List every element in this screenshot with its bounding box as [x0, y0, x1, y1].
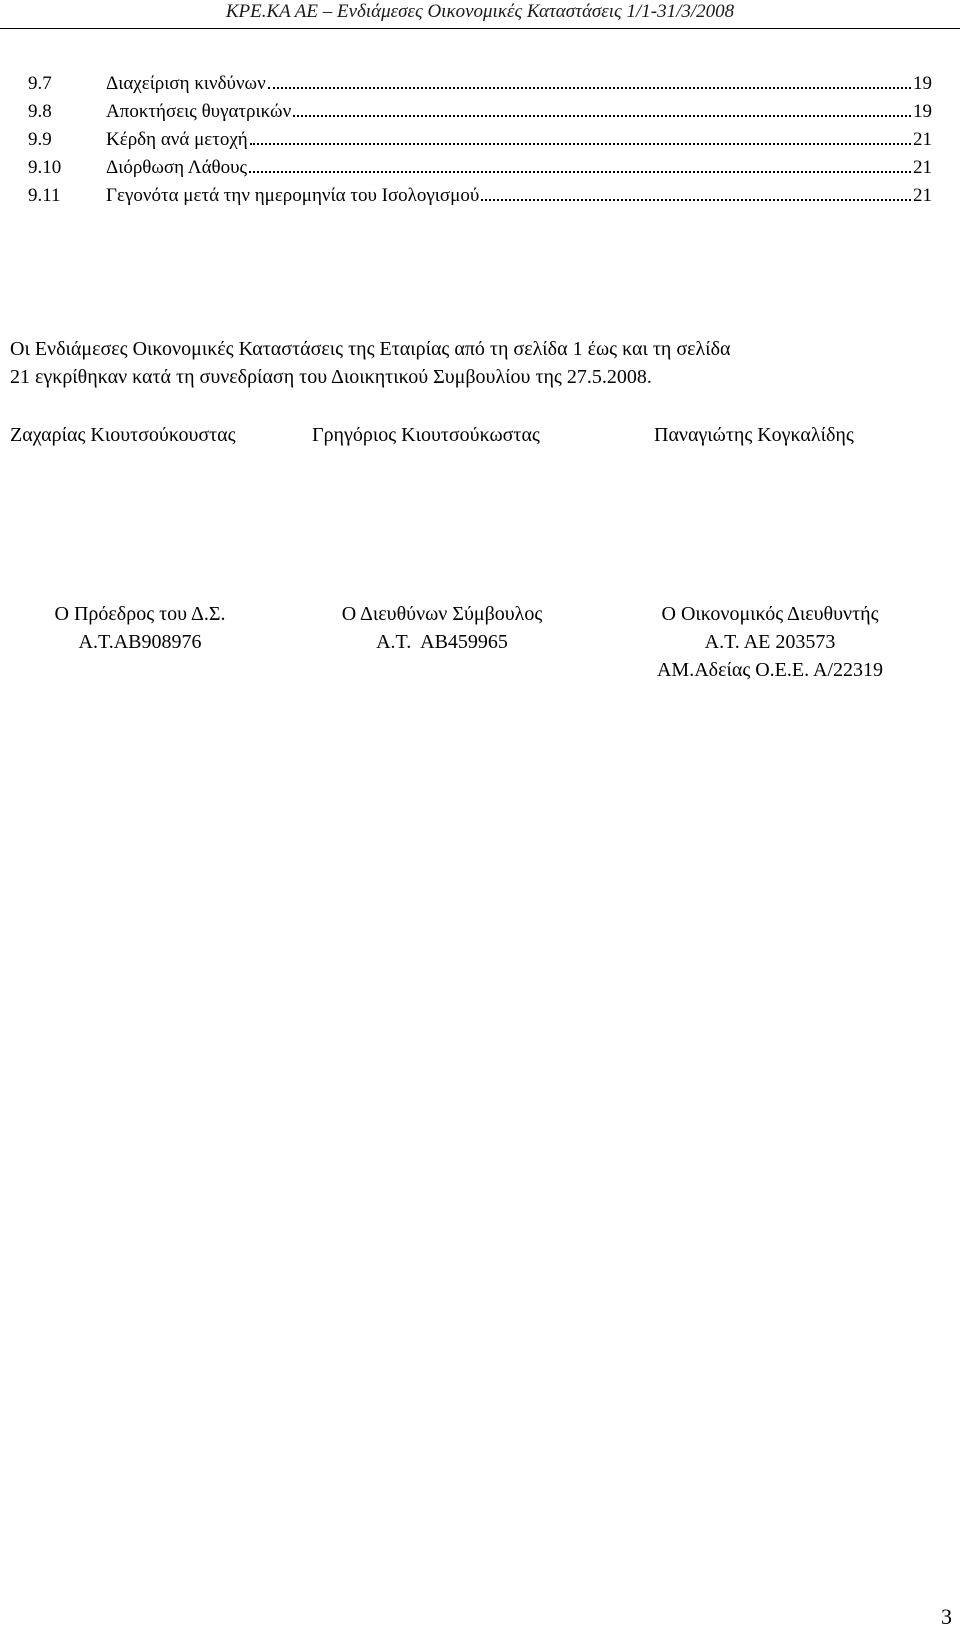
toc-entry[interactable] — [28, 154, 932, 182]
toc-dot-leader — [249, 171, 911, 173]
toc-entry-page: 19 — [913, 73, 932, 94]
approval-line-2: 21 εγκρίθηκαν κατά τη συνεδρίαση του Διοικητικού Συμβουλίου της 27.5.2008. — [10, 366, 652, 388]
running-header — [0, 0, 960, 29]
signature-ceo — [296, 600, 588, 656]
page-number: 3 — [941, 1604, 952, 1629]
toc-dot-leader — [268, 87, 911, 89]
signatory-role: Ο Διευθύνων Σύμβουλος — [341, 603, 543, 625]
toc-entry-title: Γεγονότα μετά την ημερομηνία του Ισολογισμού — [106, 185, 480, 206]
toc-entry-title: Διόρθωση Λάθους — [106, 157, 248, 178]
signatory-id-number: Α.Τ. ΑΒ459965 — [376, 631, 508, 653]
signatory-license-number: ΑΜ.Αδείας Ο.Ε.Ε. Α/22319 — [656, 659, 884, 681]
signatory-role: Ο Πρόεδρος του Δ.Σ. — [54, 603, 226, 625]
toc-entry-page: 21 — [913, 185, 932, 206]
toc-dot-leader — [481, 199, 911, 201]
signatory-id-number: Α.Τ.ΑΒ908976 — [78, 631, 202, 653]
approval-statement — [10, 335, 940, 391]
signatory-name-cfo: Παναγιώτης Κογκαλίδης — [654, 424, 854, 446]
toc-entry-page: 21 — [913, 129, 932, 150]
toc-entry-number: 9.9 — [28, 129, 52, 150]
signatory-id-number: Α.Τ. ΑΕ 203573 — [704, 631, 836, 653]
toc-entry-title: Αποκτήσεις θυγατρικών — [106, 101, 292, 122]
toc-entry-number: 9.11 — [28, 185, 61, 206]
toc-entry-title: Διαχείριση κινδύνων — [106, 73, 266, 94]
signatory-name-ceo: Γρηγόριος Κιουτσούκωστας — [312, 424, 540, 446]
toc-entry-number: 9.7 — [28, 73, 52, 94]
toc-entry-number: 9.10 — [28, 157, 62, 178]
toc-entry-title: Κέρδη ανά μετοχή — [106, 129, 248, 150]
signatory-name-chairman: Ζαχαρίας Κιουτσούκουστας — [10, 424, 236, 446]
signature-cfo — [612, 600, 928, 684]
approval-line-1: Οι Ενδιάμεσες Οικονομικές Καταστάσεις της Εταιρίας από τη σελίδα 1 έως και τη σελίδα — [10, 338, 731, 360]
toc-entry-page: 21 — [913, 157, 932, 178]
toc-entry[interactable] — [28, 182, 932, 210]
toc-entry-page: 19 — [913, 101, 932, 122]
signatory-role: Ο Οικονομικός Διευθυντής — [661, 603, 879, 625]
toc-entry[interactable] — [28, 126, 932, 154]
toc-entry[interactable] — [28, 98, 932, 126]
table-of-contents — [28, 70, 932, 210]
toc-dot-leader — [250, 143, 911, 145]
signature-chairman — [10, 600, 270, 656]
running-header-title: ΚΡΕ.ΚΑ ΑΕ – Ενδιάμεσες Οικονομικές Καταστάσεις 1/1-31/3/2008 — [225, 1, 735, 22]
toc-entry-number: 9.8 — [28, 101, 52, 122]
toc-entry[interactable] — [28, 70, 932, 98]
toc-dot-leader — [293, 115, 911, 117]
